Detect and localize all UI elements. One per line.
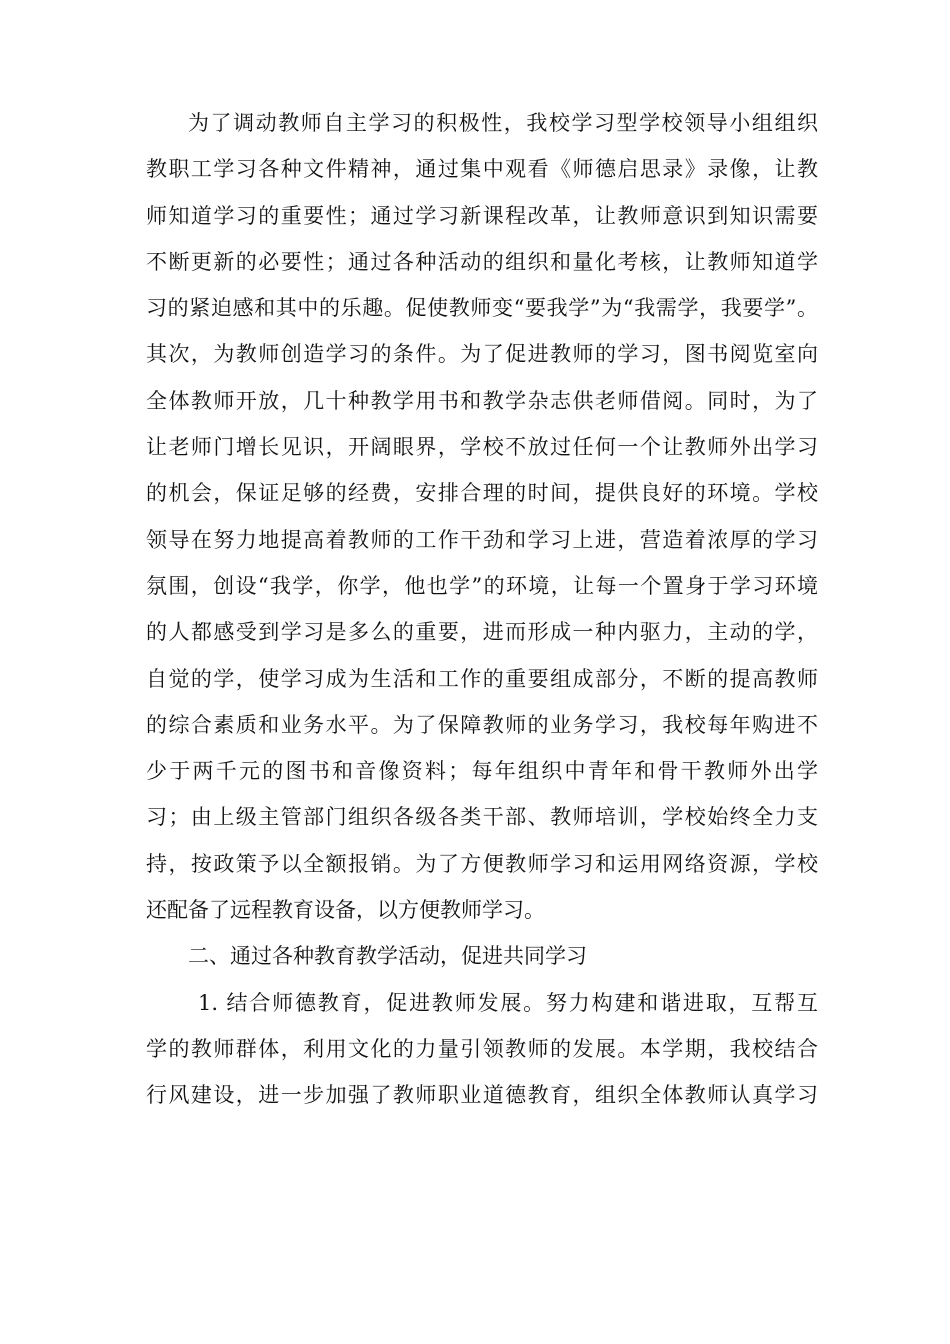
text-line: 少于两千元的图书和音像资料；每年组织中青年和骨干教师外出学 xyxy=(146,759,818,784)
text-line: 习；由上级主管部门组织各级各类干部、教师培训，学校始终全力支 xyxy=(146,805,818,830)
text-line: 其次，为教师创造学习的条件。为了促进教师的学习，图书阅览室向 xyxy=(146,342,818,367)
text-line: 学的教师群体，利用文化的力量引领教师的发展。本学期，我校结合 xyxy=(146,1036,818,1061)
body-text xyxy=(146,100,818,1119)
text-line: 行风建设，进一步加强了教师职业道德教育，组织全体教师认真学习 xyxy=(146,1083,818,1108)
text-line: 为了调动教师自主学习的积极性，我校学习型学校领导小组组织 xyxy=(188,111,818,135)
text-line: 氛围，创设“我学，你学，他也学”的环境，让每一个置身于学习环境 xyxy=(146,573,818,598)
text-line: 领导在努力地提高着教师的工作干劲和学习上进，营造着浓厚的学习 xyxy=(146,527,818,552)
text-line: 的综合素质和业务水平。为了保障教师的业务学习，我校每年购进不 xyxy=(146,712,818,737)
text-line: 习的紧迫感和其中的乐趣。促使教师变“要我学”为“我需学，我要学”。 xyxy=(146,296,818,321)
text-line: 让老师门增长见识，开阔眼界，学校不放过任何一个让教师外出学习 xyxy=(146,435,818,460)
text-line: 教职工学习各种文件精神，通过集中观看《师德启思录》录像，让教 xyxy=(146,157,818,182)
text-line: 持，按政策予以全额报销。为了方便教师学习和运用网络资源，学校 xyxy=(146,851,818,876)
text-line: 还配备了远程教育设备，以方便教师学习。 xyxy=(146,898,545,923)
text-line: 的人都感受到学习是多么的重要，进而形成一种内驱力，主动的学， xyxy=(146,620,818,645)
text-line: 自觉的学，使学习成为生活和工作的重要组成部分，不断的提高教师 xyxy=(146,666,818,691)
text-line: 全体教师开放，几十种教学用书和教学杂志供老师借阅。同时，为了 xyxy=(146,388,818,413)
section-heading: 二、通过各种教育教学活动，促进共同学习 xyxy=(188,944,587,969)
text-line: 不断更新的必要性；通过各种活动的组织和量化考核，让教师知道学 xyxy=(146,249,818,274)
text-line: 的机会，保证足够的经费，安排合理的时间，提供良好的环境。学校 xyxy=(146,481,818,506)
text-line: 1. 结合师德教育，促进教师发展。努力构建和谐进取，互帮互 xyxy=(198,990,818,1015)
text-line: 师知道学习的重要性；通过学习新课程改革，让教师意识到知识需要 xyxy=(146,203,818,228)
